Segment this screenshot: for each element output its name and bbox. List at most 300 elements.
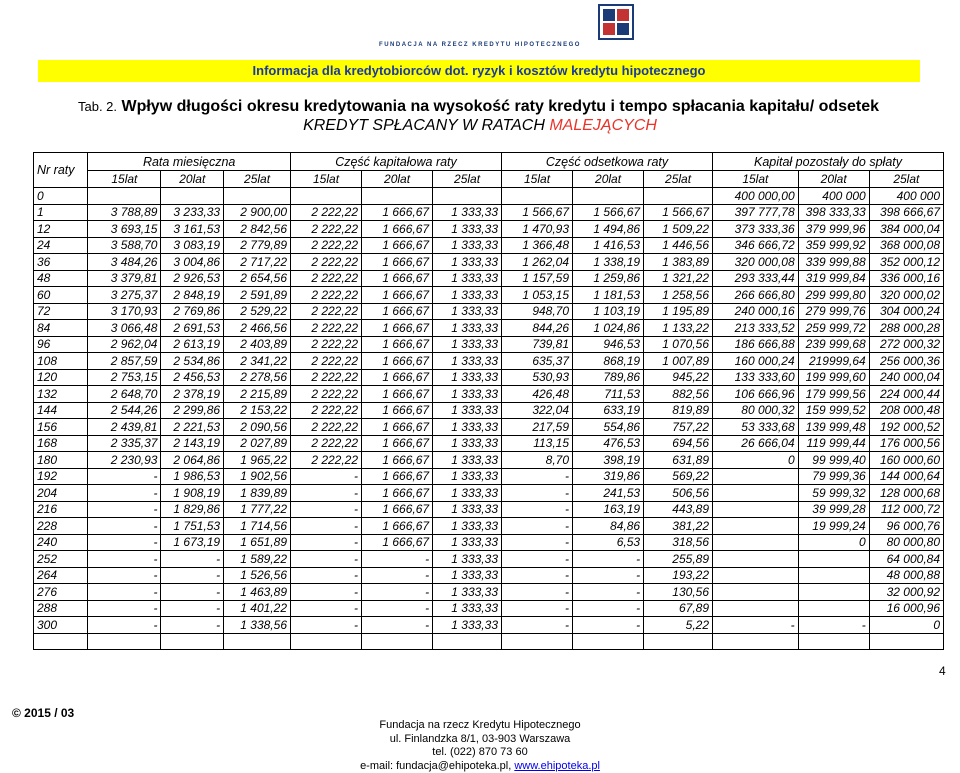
table-cell: 1 666,67 bbox=[362, 353, 433, 370]
row-number-cell: 228 bbox=[34, 518, 88, 535]
table-cell bbox=[573, 188, 644, 205]
table-cell: 1 566,67 bbox=[573, 204, 644, 221]
table-cell: 2 299,86 bbox=[161, 402, 224, 419]
table-cell: 2 027,89 bbox=[224, 435, 291, 452]
table-cell: - bbox=[502, 485, 573, 502]
table-cell bbox=[713, 501, 799, 518]
table-cell: 208 000,48 bbox=[869, 402, 943, 419]
table-cell: 2 544,26 bbox=[88, 402, 161, 419]
foundation-logo bbox=[598, 4, 634, 40]
copyright: © 2015 / 03 bbox=[12, 706, 74, 720]
table-cell: 64 000,84 bbox=[869, 551, 943, 568]
table-cell: 711,53 bbox=[573, 386, 644, 403]
table-row bbox=[34, 452, 944, 469]
table-cell bbox=[161, 188, 224, 205]
table-cell: - bbox=[291, 551, 362, 568]
table-cell: 1 666,67 bbox=[362, 320, 433, 337]
table-cell bbox=[88, 633, 161, 650]
table-cell: 67,89 bbox=[644, 600, 713, 617]
table-cell: 3 693,15 bbox=[88, 221, 161, 238]
subheader-cell: 25lat bbox=[644, 171, 713, 188]
table-cell: 1 666,67 bbox=[362, 386, 433, 403]
table-cell: 2 529,22 bbox=[224, 303, 291, 320]
table-cell: 1 666,67 bbox=[362, 237, 433, 254]
table-cell: 398 333,33 bbox=[798, 204, 869, 221]
table-cell: 1 338,56 bbox=[224, 617, 291, 634]
table-row bbox=[34, 237, 944, 254]
table-cell: - bbox=[362, 600, 433, 617]
table-cell: 2 378,19 bbox=[161, 386, 224, 403]
subheader-cell: 25lat bbox=[433, 171, 502, 188]
table-cell: 352 000,12 bbox=[869, 254, 943, 271]
table-cell: - bbox=[291, 501, 362, 518]
table-cell: 240 000,16 bbox=[713, 303, 799, 320]
table-cell: 1 333,33 bbox=[433, 336, 502, 353]
table-cell bbox=[291, 188, 362, 205]
table-cell: 1 589,22 bbox=[224, 551, 291, 568]
table-cell bbox=[869, 633, 943, 650]
table-cell: 1 714,56 bbox=[224, 518, 291, 535]
table-cell: 159 999,52 bbox=[798, 402, 869, 419]
table-cell: - bbox=[88, 534, 161, 551]
header-rata: Rata miesięczna bbox=[88, 153, 291, 171]
table-row bbox=[34, 485, 944, 502]
table-cell: 2 222,22 bbox=[291, 402, 362, 419]
table-cell bbox=[798, 600, 869, 617]
table-body bbox=[34, 188, 944, 650]
table-row bbox=[34, 221, 944, 238]
table-cell: 1 333,33 bbox=[433, 435, 502, 452]
table-cell bbox=[362, 633, 433, 650]
subheader-cell: 15lat bbox=[713, 171, 799, 188]
row-number-cell: 0 bbox=[34, 188, 88, 205]
table-cell bbox=[798, 551, 869, 568]
table-cell: 3 275,37 bbox=[88, 287, 161, 304]
table-cell: 398,19 bbox=[573, 452, 644, 469]
table-cell: 186 666,88 bbox=[713, 336, 799, 353]
table-cell bbox=[644, 633, 713, 650]
website-link[interactable]: www.ehipoteka.pl bbox=[514, 760, 600, 772]
table-cell: 1 666,67 bbox=[362, 534, 433, 551]
table-cell: 2 222,22 bbox=[291, 386, 362, 403]
table-cell bbox=[798, 633, 869, 650]
table-cell: - bbox=[573, 551, 644, 568]
table-row bbox=[34, 369, 944, 386]
table-cell: 1 333,33 bbox=[433, 386, 502, 403]
row-number-cell: 264 bbox=[34, 567, 88, 584]
table-cell: 320 000,08 bbox=[713, 254, 799, 271]
subheader-cell: 20lat bbox=[362, 171, 433, 188]
table-cell: 2 403,89 bbox=[224, 336, 291, 353]
table-cell bbox=[798, 584, 869, 601]
table-cell: 336 000,16 bbox=[869, 270, 943, 287]
table-cell: 2 221,53 bbox=[161, 419, 224, 436]
row-number-cell: 240 bbox=[34, 534, 88, 551]
table-cell bbox=[713, 485, 799, 502]
table-cell: 106 666,96 bbox=[713, 386, 799, 403]
table-cell: 2 900,00 bbox=[224, 204, 291, 221]
subheader-cell: 20lat bbox=[573, 171, 644, 188]
row-number-cell: 12 bbox=[34, 221, 88, 238]
table-cell: 339 999,88 bbox=[798, 254, 869, 271]
table-cell: - bbox=[502, 584, 573, 601]
table-cell: 1 666,67 bbox=[362, 501, 433, 518]
table-cell: 2 222,22 bbox=[291, 320, 362, 337]
table-cell: 443,89 bbox=[644, 501, 713, 518]
table-cell: - bbox=[161, 551, 224, 568]
table-cell: 1 666,67 bbox=[362, 287, 433, 304]
table-cell bbox=[713, 468, 799, 485]
table-cell: 133 333,60 bbox=[713, 369, 799, 386]
table-cell: 1 986,53 bbox=[161, 468, 224, 485]
table-cell: 1 181,53 bbox=[573, 287, 644, 304]
table-cell: 1 666,67 bbox=[362, 402, 433, 419]
table-cell bbox=[291, 633, 362, 650]
table-row bbox=[34, 584, 944, 601]
table-cell: 1 566,67 bbox=[644, 204, 713, 221]
table-cell bbox=[433, 188, 502, 205]
table-cell: 739,81 bbox=[502, 336, 573, 353]
table-cell: 0 bbox=[869, 617, 943, 634]
table-cell: 16 000,96 bbox=[869, 600, 943, 617]
page-number: 4 bbox=[939, 664, 946, 678]
table-cell: 256 000,36 bbox=[869, 353, 943, 370]
table-cell: 1 333,33 bbox=[433, 485, 502, 502]
table-cell: - bbox=[291, 617, 362, 634]
table-cell: - bbox=[291, 468, 362, 485]
table-cell: 84,86 bbox=[573, 518, 644, 535]
table-cell: 2 654,56 bbox=[224, 270, 291, 287]
table-cell: - bbox=[573, 567, 644, 584]
table-cell: 320 000,02 bbox=[869, 287, 943, 304]
table-cell: 2 753,15 bbox=[88, 369, 161, 386]
table-cell bbox=[433, 633, 502, 650]
table-cell: - bbox=[161, 600, 224, 617]
table-cell: 1 666,67 bbox=[362, 303, 433, 320]
table-cell: 1 666,67 bbox=[362, 468, 433, 485]
table-cell: 2 230,93 bbox=[88, 452, 161, 469]
table-cell: 1 666,67 bbox=[362, 254, 433, 271]
subheader-cell: 15lat bbox=[291, 171, 362, 188]
table-row bbox=[34, 501, 944, 518]
footer-email: e-mail: fundacja@ehipoteka.pl, bbox=[360, 760, 514, 772]
row-number-cell: 72 bbox=[34, 303, 88, 320]
table-cell: 397 777,78 bbox=[713, 204, 799, 221]
table-cell: 1 333,33 bbox=[433, 402, 502, 419]
table-cell: 1 321,22 bbox=[644, 270, 713, 287]
table-cell: - bbox=[88, 567, 161, 584]
table-cell: 1 401,22 bbox=[224, 600, 291, 617]
logo-caption: FUNDACJA NA RZECZ KREDYTU HIPOTECZNEGO bbox=[0, 42, 960, 48]
table-title bbox=[78, 98, 879, 116]
table-cell: - bbox=[798, 617, 869, 634]
table-cell: 193,22 bbox=[644, 567, 713, 584]
table-cell: 259 999,72 bbox=[798, 320, 869, 337]
table-cell bbox=[713, 518, 799, 535]
table-cell bbox=[644, 188, 713, 205]
table-cell: 239 999,68 bbox=[798, 336, 869, 353]
table-cell: 2 222,22 bbox=[291, 353, 362, 370]
table-cell: 3 161,53 bbox=[161, 221, 224, 238]
table-row bbox=[34, 419, 944, 436]
table-cell: 2 222,22 bbox=[291, 435, 362, 452]
header-pozostaly: Kapitał pozostały do spłaty bbox=[713, 153, 944, 171]
table-cell: 1 024,86 bbox=[573, 320, 644, 337]
table-cell: 224 000,44 bbox=[869, 386, 943, 403]
table-cell: - bbox=[502, 600, 573, 617]
table-cell: 319,86 bbox=[573, 468, 644, 485]
table-cell: - bbox=[502, 534, 573, 551]
footer-address: ul. Finlandzka 8/1, 03-903 Warszawa bbox=[0, 733, 960, 747]
table-cell: 1 333,33 bbox=[433, 600, 502, 617]
table-row bbox=[34, 353, 944, 370]
table-cell: 1 007,89 bbox=[644, 353, 713, 370]
table-cell: 113,15 bbox=[502, 435, 573, 452]
table-cell: 1 103,19 bbox=[573, 303, 644, 320]
table-cell: 32 000,92 bbox=[869, 584, 943, 601]
table-cell: 1 333,33 bbox=[433, 369, 502, 386]
table-cell bbox=[502, 633, 573, 650]
subheader-cell: 15lat bbox=[502, 171, 573, 188]
table-cell: 398 666,67 bbox=[869, 204, 943, 221]
row-number-cell: 96 bbox=[34, 336, 88, 353]
table-cell: 2 962,04 bbox=[88, 336, 161, 353]
row-number-cell: 180 bbox=[34, 452, 88, 469]
table-cell: 19 999,24 bbox=[798, 518, 869, 535]
table-cell bbox=[88, 188, 161, 205]
table-cell: 1 566,67 bbox=[502, 204, 573, 221]
table-row bbox=[34, 468, 944, 485]
info-banner bbox=[38, 60, 920, 82]
table-cell: 2 691,53 bbox=[161, 320, 224, 337]
table-cell: 2 090,56 bbox=[224, 419, 291, 436]
table-cell: 3 066,48 bbox=[88, 320, 161, 337]
table-cell: - bbox=[502, 468, 573, 485]
table-row bbox=[34, 518, 944, 535]
table-cell: 119 999,44 bbox=[798, 435, 869, 452]
table-cell: 384 000,04 bbox=[869, 221, 943, 238]
table-cell: 359 999,92 bbox=[798, 237, 869, 254]
table-cell: 39 999,28 bbox=[798, 501, 869, 518]
table-cell: - bbox=[291, 600, 362, 617]
table-cell: - bbox=[502, 617, 573, 634]
table-cell: 1 666,67 bbox=[362, 369, 433, 386]
table-cell: 373 333,36 bbox=[713, 221, 799, 238]
table-cell: 1 333,33 bbox=[433, 254, 502, 271]
table-cell: 1 333,33 bbox=[433, 518, 502, 535]
subtitle-highlight: MALEJĄCYCH bbox=[549, 117, 657, 134]
table-cell: 1 666,67 bbox=[362, 221, 433, 238]
table-cell: 635,37 bbox=[502, 353, 573, 370]
table-cell: 1 333,33 bbox=[433, 320, 502, 337]
table-cell: 2 222,22 bbox=[291, 452, 362, 469]
table-cell: - bbox=[502, 518, 573, 535]
table-cell: 1 829,86 bbox=[161, 501, 224, 518]
table-cell: 1 673,19 bbox=[161, 534, 224, 551]
table-cell: 80 000,80 bbox=[869, 534, 943, 551]
table-cell: 112 000,72 bbox=[869, 501, 943, 518]
table-cell: 0 bbox=[798, 534, 869, 551]
header-odsetki: Część odsetkowa raty bbox=[502, 153, 713, 171]
table-cell: 241,53 bbox=[573, 485, 644, 502]
table-cell bbox=[224, 633, 291, 650]
row-number-cell: 192 bbox=[34, 468, 88, 485]
table-cell: 2 769,86 bbox=[161, 303, 224, 320]
table-cell: - bbox=[362, 617, 433, 634]
table-cell: 2 222,22 bbox=[291, 237, 362, 254]
table-cell: 400 000,00 bbox=[713, 188, 799, 205]
table-cell: 163,19 bbox=[573, 501, 644, 518]
table-cell: 192 000,52 bbox=[869, 419, 943, 436]
table-cell: 3 484,26 bbox=[88, 254, 161, 271]
table-cell: 1 416,53 bbox=[573, 237, 644, 254]
table-row bbox=[34, 617, 944, 634]
table-cell: 426,48 bbox=[502, 386, 573, 403]
table-cell bbox=[573, 633, 644, 650]
subheader-cell: 25lat bbox=[869, 171, 943, 188]
row-number-cell: 132 bbox=[34, 386, 88, 403]
table-cell: 1 666,67 bbox=[362, 419, 433, 436]
table-cell: 322,04 bbox=[502, 402, 573, 419]
table-cell: - bbox=[713, 617, 799, 634]
table-cell: - bbox=[502, 551, 573, 568]
table-cell: - bbox=[362, 567, 433, 584]
table-cell: 1 777,22 bbox=[224, 501, 291, 518]
table-cell: 144 000,64 bbox=[869, 468, 943, 485]
table-row bbox=[34, 567, 944, 584]
table-cell: 199 999,60 bbox=[798, 369, 869, 386]
table-cell: - bbox=[502, 567, 573, 584]
table-row bbox=[34, 204, 944, 221]
subheader-cell: 15lat bbox=[88, 171, 161, 188]
table-cell: 554,86 bbox=[573, 419, 644, 436]
table-cell: 2 278,56 bbox=[224, 369, 291, 386]
table-cell: 1 839,89 bbox=[224, 485, 291, 502]
row-number-cell: 84 bbox=[34, 320, 88, 337]
table-cell: 266 666,80 bbox=[713, 287, 799, 304]
table-row bbox=[34, 386, 944, 403]
table-cell: 1 366,48 bbox=[502, 237, 573, 254]
table-cell: 400 000 bbox=[869, 188, 943, 205]
table-cell: 1 053,15 bbox=[502, 287, 573, 304]
table-row bbox=[34, 633, 944, 650]
table-cell: 1 333,33 bbox=[433, 617, 502, 634]
table-cell: 2 222,22 bbox=[291, 270, 362, 287]
table-cell: 96 000,76 bbox=[869, 518, 943, 535]
row-number-cell: 168 bbox=[34, 435, 88, 452]
row-number-cell: 252 bbox=[34, 551, 88, 568]
table-cell: 381,22 bbox=[644, 518, 713, 535]
table-row bbox=[34, 320, 944, 337]
table-cell: 217,59 bbox=[502, 419, 573, 436]
subheader-cell: 20lat bbox=[798, 171, 869, 188]
header-kapital: Część kapitałowa raty bbox=[291, 153, 502, 171]
table-cell: 1 338,19 bbox=[573, 254, 644, 271]
table-cell: 2 064,86 bbox=[161, 452, 224, 469]
table-cell: 1 666,67 bbox=[362, 485, 433, 502]
table-row bbox=[34, 303, 944, 320]
table-row bbox=[34, 287, 944, 304]
table-cell: 948,70 bbox=[502, 303, 573, 320]
table-cell: - bbox=[291, 584, 362, 601]
table-cell: - bbox=[291, 534, 362, 551]
table-cell: 79 999,36 bbox=[798, 468, 869, 485]
table-cell: 1 908,19 bbox=[161, 485, 224, 502]
table-cell: 48 000,88 bbox=[869, 567, 943, 584]
table-cell: - bbox=[362, 584, 433, 601]
table-cell: 299 999,80 bbox=[798, 287, 869, 304]
table-row bbox=[34, 435, 944, 452]
table-cell: 1 666,67 bbox=[362, 452, 433, 469]
table-cell: 1 333,33 bbox=[433, 303, 502, 320]
table-cell: 1 526,56 bbox=[224, 567, 291, 584]
table-cell: 1 262,04 bbox=[502, 254, 573, 271]
table-cell: 1 470,93 bbox=[502, 221, 573, 238]
table-cell: 882,56 bbox=[644, 386, 713, 403]
table-cell: 379 999,96 bbox=[798, 221, 869, 238]
table-cell: - bbox=[88, 518, 161, 535]
table-cell: 530,93 bbox=[502, 369, 573, 386]
table-cell: 631,89 bbox=[644, 452, 713, 469]
table-cell: 176 000,56 bbox=[869, 435, 943, 452]
table-cell: 1 157,59 bbox=[502, 270, 573, 287]
table-cell: 2 466,56 bbox=[224, 320, 291, 337]
row-number-cell: 36 bbox=[34, 254, 88, 271]
table-cell: 789,86 bbox=[573, 369, 644, 386]
table-cell: - bbox=[502, 501, 573, 518]
table-cell: 213 333,52 bbox=[713, 320, 799, 337]
table-cell: 2 779,89 bbox=[224, 237, 291, 254]
row-number-cell: 48 bbox=[34, 270, 88, 287]
table-cell: 2 215,89 bbox=[224, 386, 291, 403]
table-cell: 1 666,67 bbox=[362, 204, 433, 221]
table-cell: 694,56 bbox=[644, 435, 713, 452]
table-cell: 1 333,33 bbox=[433, 287, 502, 304]
table-row bbox=[34, 551, 944, 568]
table-cell: 400 000 bbox=[798, 188, 869, 205]
table-cell: 346 666,72 bbox=[713, 237, 799, 254]
table-cell: 2 222,22 bbox=[291, 369, 362, 386]
table-cell: 1 333,33 bbox=[433, 567, 502, 584]
table-cell: 2 335,37 bbox=[88, 435, 161, 452]
table-cell: 2 222,22 bbox=[291, 221, 362, 238]
table-cell: 2 222,22 bbox=[291, 419, 362, 436]
table-subtitle bbox=[0, 117, 960, 135]
banner-text: Informacja dla kredytobiorców dot. ryzyk i kosztów kredytu hipotecznego bbox=[38, 60, 920, 82]
table-cell: 945,22 bbox=[644, 369, 713, 386]
table-cell: 3 379,81 bbox=[88, 270, 161, 287]
table-cell: 1 965,22 bbox=[224, 452, 291, 469]
table-cell: 2 717,22 bbox=[224, 254, 291, 271]
table-cell: 1 133,22 bbox=[644, 320, 713, 337]
table-cell: 1 333,33 bbox=[433, 353, 502, 370]
table-cell: 0 bbox=[713, 452, 799, 469]
table-cell: 2 143,19 bbox=[161, 435, 224, 452]
table-cell: 293 333,44 bbox=[713, 270, 799, 287]
table-cell: 569,22 bbox=[644, 468, 713, 485]
table-cell: 1 333,33 bbox=[433, 468, 502, 485]
subheader-cell: 25lat bbox=[224, 171, 291, 188]
table-cell: 255,89 bbox=[644, 551, 713, 568]
table-row bbox=[34, 188, 944, 205]
table-cell: 279 999,76 bbox=[798, 303, 869, 320]
table-cell: - bbox=[88, 468, 161, 485]
table-cell: 1 383,89 bbox=[644, 254, 713, 271]
table-cell bbox=[713, 567, 799, 584]
row-number-cell: 24 bbox=[34, 237, 88, 254]
table-cell: 99 999,40 bbox=[798, 452, 869, 469]
table-cell: 1 666,67 bbox=[362, 518, 433, 535]
